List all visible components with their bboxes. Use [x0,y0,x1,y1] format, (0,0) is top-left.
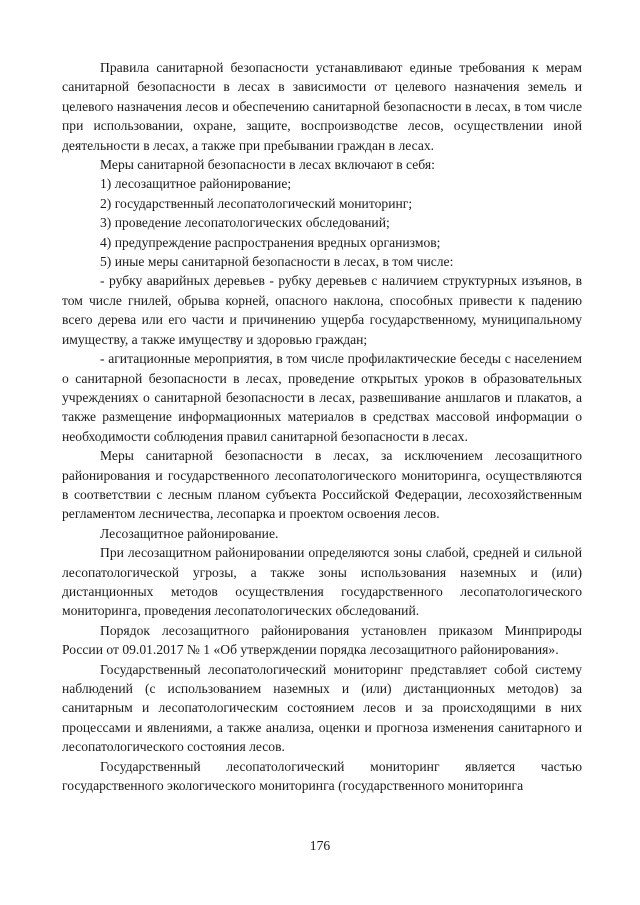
paragraph-measures-intro: Меры санитарной безопасности в лесах включают в себя: [100,157,435,173]
paragraph-monitoring-definition: Государственный лесопатологический мониторинг представляет собой систему наблюдений (с использованием наземных и (или) дистанционных методов) за санитарным и лесопатологическим состоянием лесов и за происходящими в них процессами и явлениями, а также анализа, оценки и прогноза изменения санитарного и лесопатологического состояния лесов. [62,661,582,755]
paragraph-monitoring-part: Государственный лесопатологический мониторинг является частью государственного экологического мониторинга (государственного мониторинга [62,758,582,794]
list-item-5: 5) иные меры санитарной безопасности в лесах, в том числе: [100,254,454,270]
paragraph-zoning-order: Порядок лесозащитного районирования установлен приказом Минприроды России от 09.01.2017 № 1 «Об утверждении порядка лесозащитного районирования». [62,622,582,658]
paragraph-sanitary-rules: Правила санитарной безопасности устанавливают единые требования к мерам санитарной безопасности в лесах в зависимости от целевого назначения земель и целевого назначения лесов и обеспечению санитарной безопасности в лесах, в том числе при использовании, охране, защите, воспроизводстве лесов, осуществлении иной деятельности в лесах, а также при пребывании граждан в лесах. [62,60,582,153]
list-item-3: 3) проведение лесопатологических обследований; [100,215,390,231]
paragraph-measures-exception: Меры санитарной безопасности в лесах, за исключением лесозащитного районирования и государственного лесопатологического мониторинга, осуществляются в соответствии с лесным планом субъекта Российской Федерации, лесохозяйственным регламентом лесничества, лесопарка и проектом освоения лесов. [62,448,582,522]
paragraph-zoning-threat-zones: При лесозащитном районировании определяются зоны слабой, средней и сильной лесопатологической угрозы, а также зоны использования наземных и (или) дистанционных методов осуществления государственного лесопатологического мониторинга, проведения лесопатологических обследований. [62,545,582,619]
list-item-4: 4) предупреждение распространения вредных организмов; [100,234,441,250]
page-number: 176 [309,838,331,853]
paragraph-agitation-measures: - агитационные мероприятия, в том числе профилактические беседы с населением о санитарной безопасности в лесах, проведение открытых уроков в образовательных учреждениях о санитарной безопасности в лесах, развешивание аншлагов и плакатов, а также размещение информационных материалов в средствах массовой информации о необходимости соблюдения правил санитарной безопасности в лесах. [62,351,582,444]
list-item-2: 2) государственный лесопатологический мониторинг; [100,195,413,211]
section-heading-zoning: Лесозащитное районирование. [100,525,279,541]
list-item-1: 1) лесозащитное районирование; [100,176,292,192]
document-body [62,58,582,795]
paragraph-emergency-felling: - рубку аварийных деревьев - рубку деревьев с наличием структурных изъянов, в том числе гнилей, обрыва корней, опасного наклона, способных привести к падению всего дерева или его части и причинению ущерба государственному, муниципальному имуществу, а также имуществу и здоровью граждан; [62,273,582,347]
